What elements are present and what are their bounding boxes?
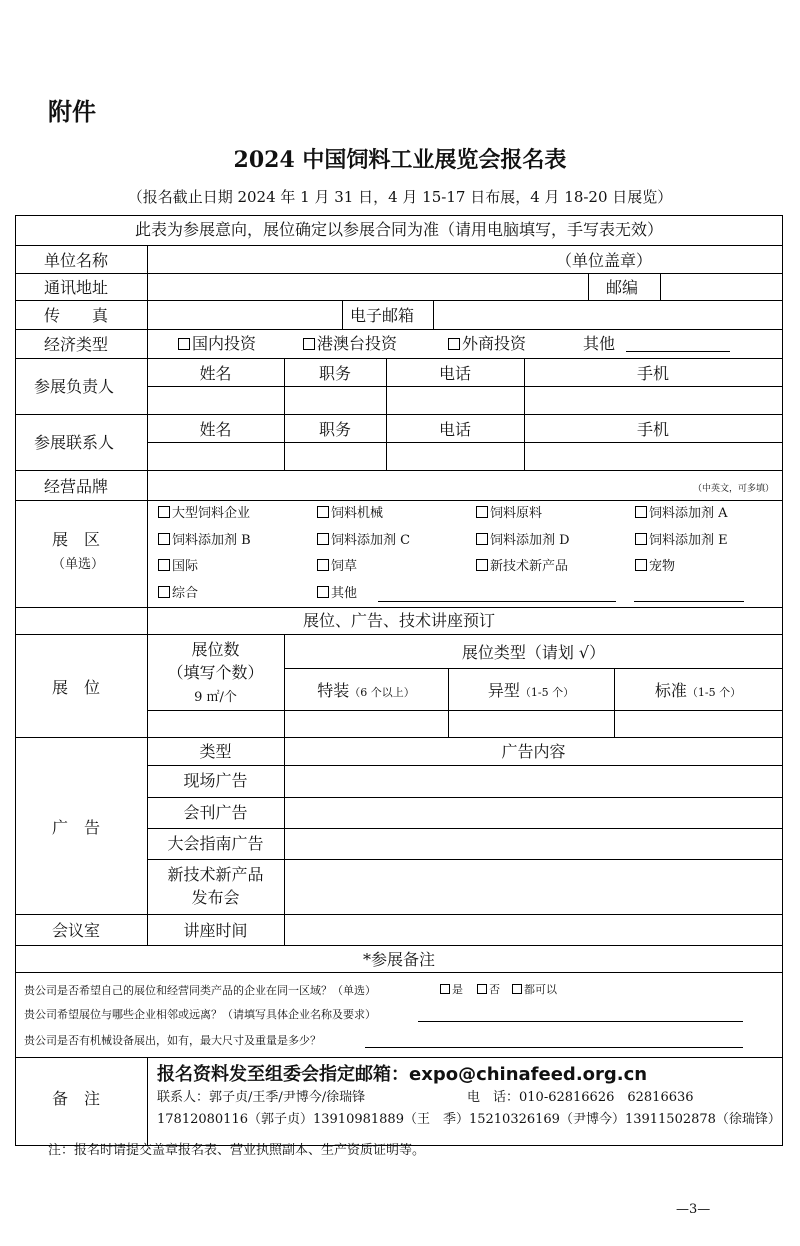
zone-option-additive-a[interactable]: 饲料添加剂 A xyxy=(635,506,728,522)
checkbox-icon xyxy=(178,338,190,350)
zone-option-additive-c[interactable]: 饲料添加剂 C xyxy=(317,533,410,549)
leader-label: 参展负责人 xyxy=(34,377,115,396)
contact-mobiles: 17812080116（郭子贞）13910981889（王 季）15210326169（尹博今）13911502878（徐瑞锋） xyxy=(157,1112,781,1127)
contact-name-head: 姓名 xyxy=(199,420,232,439)
lecture-time-label: 讲座时间 xyxy=(183,921,248,940)
booth-count-head: 展位数 xyxy=(191,640,240,659)
brand-label: 经营品牌 xyxy=(44,477,109,496)
ad-type-launch-l2: 发布会 xyxy=(191,888,240,907)
brand-note: （中英文，可多填） xyxy=(693,484,775,494)
econ-type-label: 经济类型 xyxy=(44,335,109,354)
booth-count-size: 9 ㎡/个 xyxy=(194,690,237,705)
checkbox-icon xyxy=(158,533,170,545)
ad-content-head: 广告内容 xyxy=(501,742,566,761)
zone-option-general[interactable]: 综合 xyxy=(158,586,198,602)
checkbox-icon xyxy=(635,533,647,545)
checkbox-icon xyxy=(317,506,329,518)
address-field[interactable] xyxy=(150,275,585,298)
checkbox-icon xyxy=(317,533,329,545)
checkbox-icon xyxy=(635,559,647,571)
econ-option-domestic[interactable]: 国内投资 xyxy=(178,334,256,353)
zone-option-large-feed[interactable]: 大型饲料企业 xyxy=(158,506,250,522)
zone-option-international[interactable]: 国际 xyxy=(158,559,198,575)
zone-option-forage[interactable]: 饲草 xyxy=(317,559,357,575)
contact-title-head: 职务 xyxy=(318,420,351,439)
zone-option-additive-d[interactable]: 饲料添加剂 D xyxy=(476,533,570,549)
booth-type-standard[interactable]: 标准（1-5 个） xyxy=(654,681,742,700)
zone-single-note: （单选） xyxy=(52,557,105,572)
econ-option-foreign[interactable]: 外商投资 xyxy=(448,334,526,353)
page-number: —3— xyxy=(676,1202,711,1217)
zone-option-other[interactable]: 其他 xyxy=(317,586,357,602)
zone-option-additive-e[interactable]: 饲料添加剂 E xyxy=(635,533,728,549)
remarks-title: *参展备注 xyxy=(362,950,435,969)
checkbox-icon xyxy=(635,506,647,518)
booking-title: 展位、广告、技术讲座预订 xyxy=(302,611,495,630)
checkbox-icon xyxy=(158,506,170,518)
booth-special-field[interactable] xyxy=(286,712,446,735)
checkbox-icon xyxy=(448,338,460,350)
ad-launch-field[interactable] xyxy=(286,861,781,912)
q3-answer-field[interactable] xyxy=(365,1047,743,1048)
ad-catalog-field[interactable] xyxy=(286,799,781,826)
leader-name-head: 姓名 xyxy=(199,364,232,383)
booth-standard-field[interactable] xyxy=(616,712,781,735)
question-machinery: 贵公司是否有机械设备展出，如有，最大尺寸及重量是多少？ xyxy=(24,1034,321,1047)
fax-label: 传 真 xyxy=(44,306,109,325)
booth-odd-field[interactable] xyxy=(450,712,612,735)
booth-type-odd[interactable]: 异型（1-5 个） xyxy=(487,681,575,700)
checkbox-icon xyxy=(317,586,329,598)
zone-option-pet[interactable]: 宠物 xyxy=(635,559,675,575)
ad-type-launch-l1: 新技术新产品 xyxy=(167,865,264,884)
contact-mobile-head: 手机 xyxy=(636,420,669,439)
econ-option-hkmt[interactable]: 港澳台投资 xyxy=(303,334,397,353)
question-same-area: 贵公司是否希望自己的展位和经营同类产品的企业在同一区域？（单选） xyxy=(24,984,376,997)
checkbox-icon xyxy=(512,984,522,994)
meeting-label: 会议室 xyxy=(52,921,101,940)
booth-count-field[interactable] xyxy=(149,712,282,735)
brand-field[interactable] xyxy=(150,472,680,498)
zone-option-raw[interactable]: 饲料原料 xyxy=(476,506,542,522)
zone-extra-field[interactable] xyxy=(634,601,744,602)
address-label: 通讯地址 xyxy=(44,278,109,297)
submit-email-line: 报名资料发至组委会指定邮箱：expo@chinafeed.org.cn xyxy=(157,1064,648,1085)
checkbox-icon xyxy=(477,984,487,994)
question-neighbors: 贵公司希望展位与哪些企业相邻或远离？（请填写具体企业名称及要求） xyxy=(24,1008,376,1021)
leader-title-head: 职务 xyxy=(318,364,351,383)
checkbox-icon xyxy=(158,586,170,598)
notes-label: 备 注 xyxy=(52,1089,101,1108)
form-title: 2024 中国饲料工业展览会报名表 xyxy=(233,147,567,173)
contact-label: 参展联系人 xyxy=(34,433,115,452)
booth-label: 展 位 xyxy=(52,678,101,697)
leader-phone-head: 电话 xyxy=(438,364,471,383)
notice-text: 此表为参展意向，展位确定以参展合同为准（请用电脑填写，手写表无效） xyxy=(134,220,663,239)
leader-info-row[interactable] xyxy=(149,388,782,412)
checkbox-icon xyxy=(440,984,450,994)
checkbox-icon xyxy=(317,559,329,571)
econ-other-field[interactable] xyxy=(626,351,730,352)
q2-answer-field[interactable] xyxy=(418,1021,743,1022)
zone-other-field[interactable] xyxy=(378,601,616,602)
contact-phone: 电 话：010-62816626 62816636 xyxy=(467,1090,694,1105)
email-label: 电子邮箱 xyxy=(350,306,415,325)
zone-option-additive-b[interactable]: 饲料添加剂 B xyxy=(158,533,251,549)
ad-type-onsite: 现场广告 xyxy=(183,771,248,790)
checkbox-icon xyxy=(476,533,488,545)
booth-type-title: 展位类型（请划 √） xyxy=(461,643,606,662)
zone-option-machinery[interactable]: 饲料机械 xyxy=(317,506,383,522)
q1-option-either[interactable]: 都可以 xyxy=(512,983,557,996)
ad-label: 广 告 xyxy=(52,818,101,837)
checkbox-icon xyxy=(476,506,488,518)
postcode-label: 邮编 xyxy=(606,278,639,297)
unit-name-label: 单位名称 xyxy=(44,251,109,270)
postcode-field[interactable] xyxy=(663,275,780,298)
ad-type-guide: 大会指南广告 xyxy=(167,834,264,853)
unit-name-field[interactable] xyxy=(150,247,550,271)
leader-mobile-head: 手机 xyxy=(636,364,669,383)
zone-label: 展 区 xyxy=(52,530,101,549)
q1-option-yes[interactable]: 是 xyxy=(440,983,463,996)
ad-type-head: 类型 xyxy=(199,742,232,761)
booth-type-special[interactable]: 特装（6 个以上） xyxy=(317,681,415,700)
q1-option-no[interactable]: 否 xyxy=(477,983,500,996)
email-field[interactable] xyxy=(436,302,780,327)
zone-option-new-tech[interactable]: 新技术新产品 xyxy=(476,559,568,575)
econ-other-label: 其他 xyxy=(583,334,616,353)
contact-phone-head: 电话 xyxy=(438,420,471,439)
attachment-label: 附件 xyxy=(48,98,96,126)
footnote: 注：报名时请提交盖章报名表、营业执照副本、生产资质证明等。 xyxy=(48,1143,426,1158)
checkbox-icon xyxy=(303,338,315,350)
ad-onsite-field[interactable] xyxy=(286,767,781,795)
lecture-time-field[interactable] xyxy=(286,916,781,943)
checkbox-icon xyxy=(476,559,488,571)
ad-guide-field[interactable] xyxy=(286,830,781,857)
contact-info-row[interactable] xyxy=(149,444,782,468)
booth-count-hint: （填写个数） xyxy=(167,663,264,682)
ad-type-catalog: 会刊广告 xyxy=(183,803,248,822)
checkbox-icon xyxy=(158,559,170,571)
contact-persons: 联系人：郭子贞/王季/尹博今/徐瑞锋 xyxy=(157,1090,366,1105)
form-subtitle: （报名截止日期 2024 年 1 月 31 日，4 月 15-17 日布展，4 月 18-20 日展览） xyxy=(127,188,673,206)
fax-field[interactable] xyxy=(150,302,340,327)
unit-seal-note: （单位盖章） xyxy=(556,251,653,270)
